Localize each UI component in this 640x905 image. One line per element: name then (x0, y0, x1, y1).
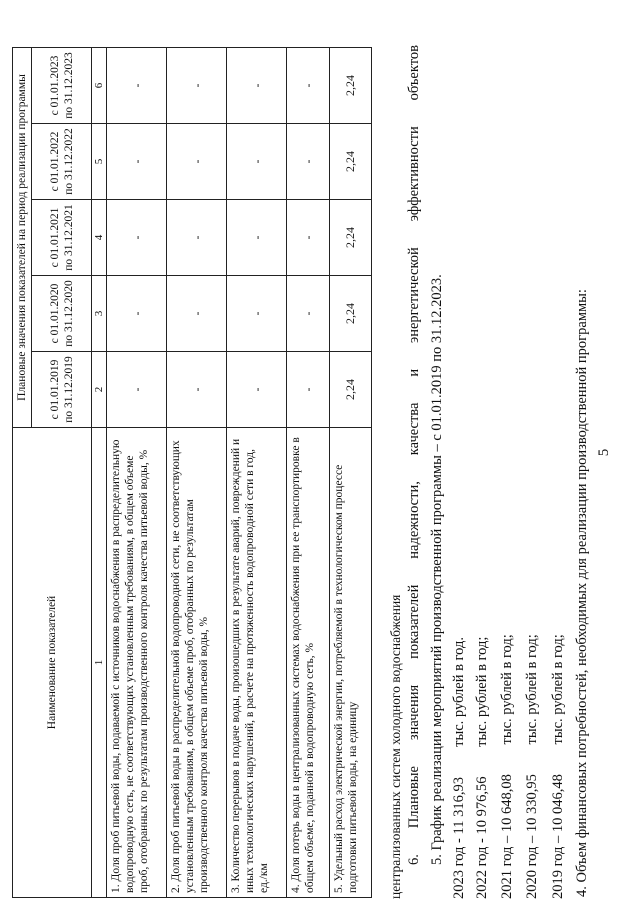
word: объектов (406, 45, 422, 101)
page-number: 5 (596, 448, 612, 457)
indicator-label: 5. Удельный расход электрической энергии, потребляемой в технологическом процессе подготовки питьевой воды, на единицу (329, 428, 371, 898)
word: значения (406, 684, 422, 741)
indicator-label: 1. Доля проб питьевой воды, подаваемой с источников водоснабжения в распределительную водопроводную сеть, не соответствующих установленным требованиям, в общем объеме проб, отобранных по результатам производственного контроля качества питьевой воды, % (107, 428, 167, 898)
period-header: с 01.01.2023 по 31.12.2023 (32, 48, 92, 124)
indicator-value: 2,24 (329, 200, 371, 276)
indicator-value: - (287, 276, 329, 352)
indicator-value: - (227, 200, 287, 276)
indicator-label: 3. Количество перерывов в подаче воды, произошедших в результате аварий, повреждений и иных технологических нарушений, в расчете на протяженность водопроводной сети в год, ед./км (227, 428, 287, 898)
indicator-value: - (227, 352, 287, 428)
finance-year-row (498, 634, 517, 899)
table-row (167, 48, 227, 898)
year-amount: 11 316,93 (451, 777, 467, 835)
indicator-value: 2,24 (329, 352, 371, 428)
word: и (406, 368, 422, 377)
period-header: с 01.01.2020 по 31.12.2020 (32, 276, 92, 352)
year-label: 2023 год - (451, 838, 467, 899)
finance-year-row (450, 637, 469, 899)
indicators-paragraph-continuation: централизованных систем холодного водоснабжения (388, 594, 403, 899)
year-amount: 10 330,95 (524, 774, 540, 833)
indicator-value: - (107, 124, 167, 200)
year-amount: 10 648,08 (499, 774, 515, 833)
year-amount: 10 976,56 (474, 776, 490, 835)
word: Плановые (406, 766, 422, 829)
column-number: 3 (92, 276, 107, 352)
year-unit: тыс. рублей в год; (499, 634, 515, 745)
word: 6. (406, 854, 422, 865)
indicator-value: - (167, 276, 227, 352)
table-header-row (13, 48, 32, 898)
period-header: с 01.01.2022 по 31.12.2022 (32, 124, 92, 200)
finance-year-row (549, 634, 568, 899)
finance-year-row (523, 634, 542, 899)
year-amount: 10 046,48 (550, 774, 566, 833)
word: эффективности (406, 126, 422, 222)
word: энергетической (406, 247, 422, 343)
indicator-value: - (227, 276, 287, 352)
column-number: 1 (92, 428, 107, 898)
year-label: 2019 год – (550, 835, 566, 899)
table-row (107, 48, 167, 898)
indicator-value: 2,24 (329, 124, 371, 200)
year-label: 2021 год – (499, 835, 515, 899)
word: показателей (406, 584, 422, 659)
indicator-label: 4. Доля потерь воды в централизованных системах водоснабжения при ее транспортировке в общем объеме, поданной в водопроводную сеть, % (287, 428, 329, 898)
finance-year-row (473, 637, 492, 899)
word: надежности, (406, 481, 422, 559)
year-unit: тыс. рублей в год; (524, 634, 540, 745)
indicator-label: 2. Доля проб питьевой воды в распределительной водопроводной сети, не соответствующих установленным требованиям, в общем объеме проб, отобранных по результатам производственного контроля качества питьевой воды, % (167, 428, 227, 898)
name-header: Наименование показателей (13, 428, 92, 898)
indicator-value: - (227, 124, 287, 200)
indicator-value: - (167, 48, 227, 124)
table-row (287, 48, 329, 898)
year-unit: тыс. рублей в год. (451, 637, 467, 747)
indicators-table (12, 47, 372, 898)
period-header: с 01.01.2019 по 31.12.2019 (32, 352, 92, 428)
finance-heading: 4. Объем финансовых потребностей, необходимых для реализации производственной программы: (574, 289, 590, 897)
column-number: 2 (92, 352, 107, 428)
indicator-value: - (167, 200, 227, 276)
indicator-value: - (227, 48, 287, 124)
indicator-value: - (107, 352, 167, 428)
schedule-paragraph: 5. График реализации мероприятий производственной программы – с 01.01.2019 по 31.12.2023. (429, 274, 445, 865)
indicator-value: - (107, 48, 167, 124)
indicator-value: - (167, 352, 227, 428)
table-row (329, 48, 371, 898)
year-unit: тыс. рублей в год; (550, 634, 566, 745)
indicators-paragraph (405, 45, 424, 865)
indicator-value: - (167, 124, 227, 200)
word: качества (406, 402, 422, 456)
column-number: 6 (92, 48, 107, 124)
table-row (227, 48, 287, 898)
indicator-value: - (287, 124, 329, 200)
indicator-value: - (107, 276, 167, 352)
year-label: 2022 год - (474, 838, 490, 899)
indicator-value: 2,24 (329, 48, 371, 124)
indicator-value: - (107, 200, 167, 276)
indicator-value: - (287, 352, 329, 428)
table-colnum-row (92, 48, 107, 898)
indicator-value: - (287, 48, 329, 124)
period-header: с 01.01.2021 по 31.12.2021 (32, 200, 92, 276)
year-label: 2020 год – (524, 835, 540, 899)
indicator-value: - (287, 200, 329, 276)
indicator-value: 2,24 (329, 276, 371, 352)
period-span-header: Плановые значения показателей на период реализации программы (13, 48, 32, 428)
column-number: 5 (92, 124, 107, 200)
column-number: 4 (92, 200, 107, 276)
year-unit: тыс. рублей в год; (474, 636, 490, 747)
